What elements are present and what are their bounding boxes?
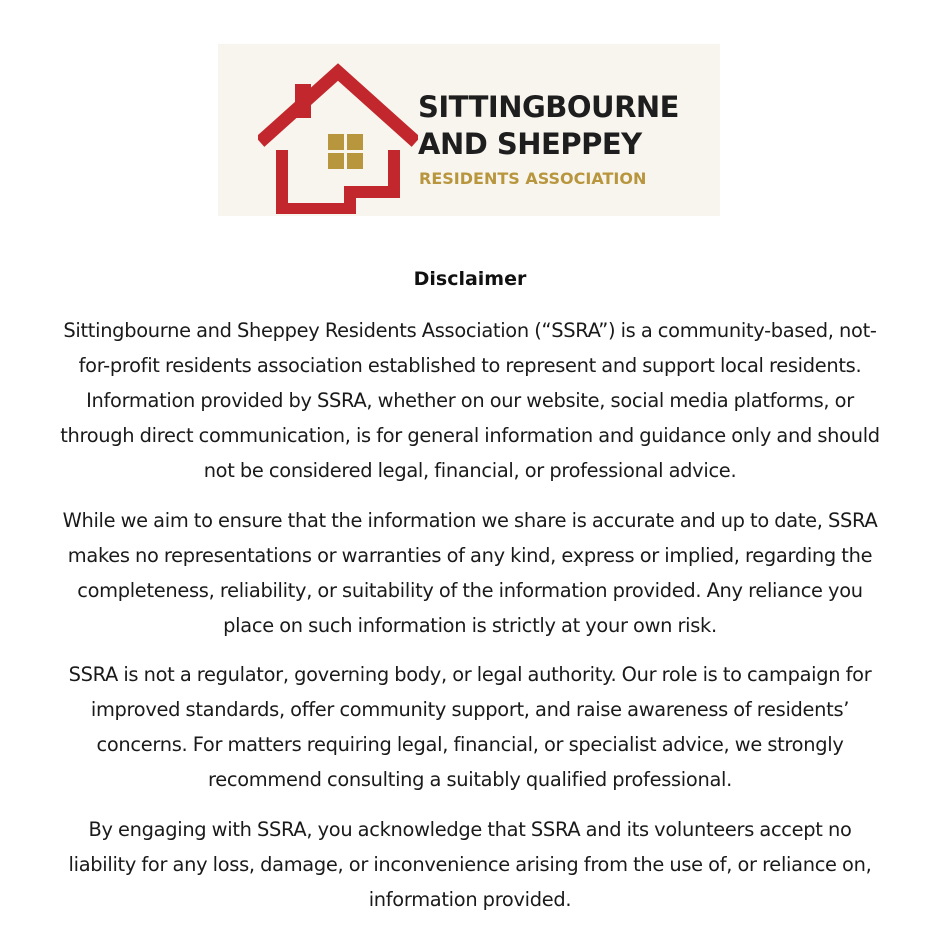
paragraph-line: improved standards, offer community support, and raise awareness of residents’: [90, 698, 850, 721]
paragraph-line: While we aim to ensure that the information we share is accurate and up to date, SSRA: [62, 509, 878, 532]
paragraph-line: concerns. For matters requiring legal, financial, or specialist advice, we strongly: [96, 733, 844, 756]
paragraph-line: not be considered legal, financial, or professional advice.: [203, 459, 737, 482]
paragraph-line: makes no representations or warranties of any kind, express or implied, regarding the: [67, 544, 873, 567]
logo-banner: [218, 44, 720, 216]
paragraph-line: SSRA is not a regulator, governing body, or legal authority. Our role is to campaign for: [68, 663, 872, 686]
disclaimer-heading: Disclaimer: [413, 268, 527, 290]
paragraph-line: recommend consulting a suitably qualified professional.: [208, 768, 732, 791]
paragraph-line: completeness, reliability, or suitability of the information provided. Any reliance you: [77, 579, 863, 602]
house-logo-icon: [258, 54, 418, 214]
paragraph-line: place on such information is strictly at your own risk.: [223, 614, 717, 637]
paragraph-line: Sittingbourne and Sheppey Residents Association (“SSRA”) is a community-based, not-: [63, 319, 877, 342]
paragraph-line: through direct communication, is for general information and guidance only and should: [60, 424, 880, 447]
disclaimer-paragraph-2: [0, 503, 940, 643]
paragraph-line: Information provided by SSRA, whether on our website, social media platforms, or: [86, 389, 854, 412]
paragraph-line: information provided.: [368, 888, 572, 911]
logo-subtitle: RESIDENTS ASSOCIATION: [419, 169, 647, 188]
paragraph-line: By engaging with SSRA, you acknowledge that SSRA and its volunteers accept no: [88, 818, 852, 841]
paragraph-line: for-profit residents association established to represent and support local residents.: [78, 354, 862, 377]
logo-title-line2: AND SHEPPEY: [418, 127, 642, 161]
disclaimer-paragraph-1: [0, 313, 940, 488]
paragraph-line: liability for any loss, damage, or inconvenience arising from the use of, or reliance on,: [68, 853, 872, 876]
logo-title-line1: SITTINGBOURNE: [418, 90, 679, 124]
disclaimer-paragraph-4: [0, 812, 940, 917]
disclaimer-paragraph-3: [0, 657, 940, 797]
